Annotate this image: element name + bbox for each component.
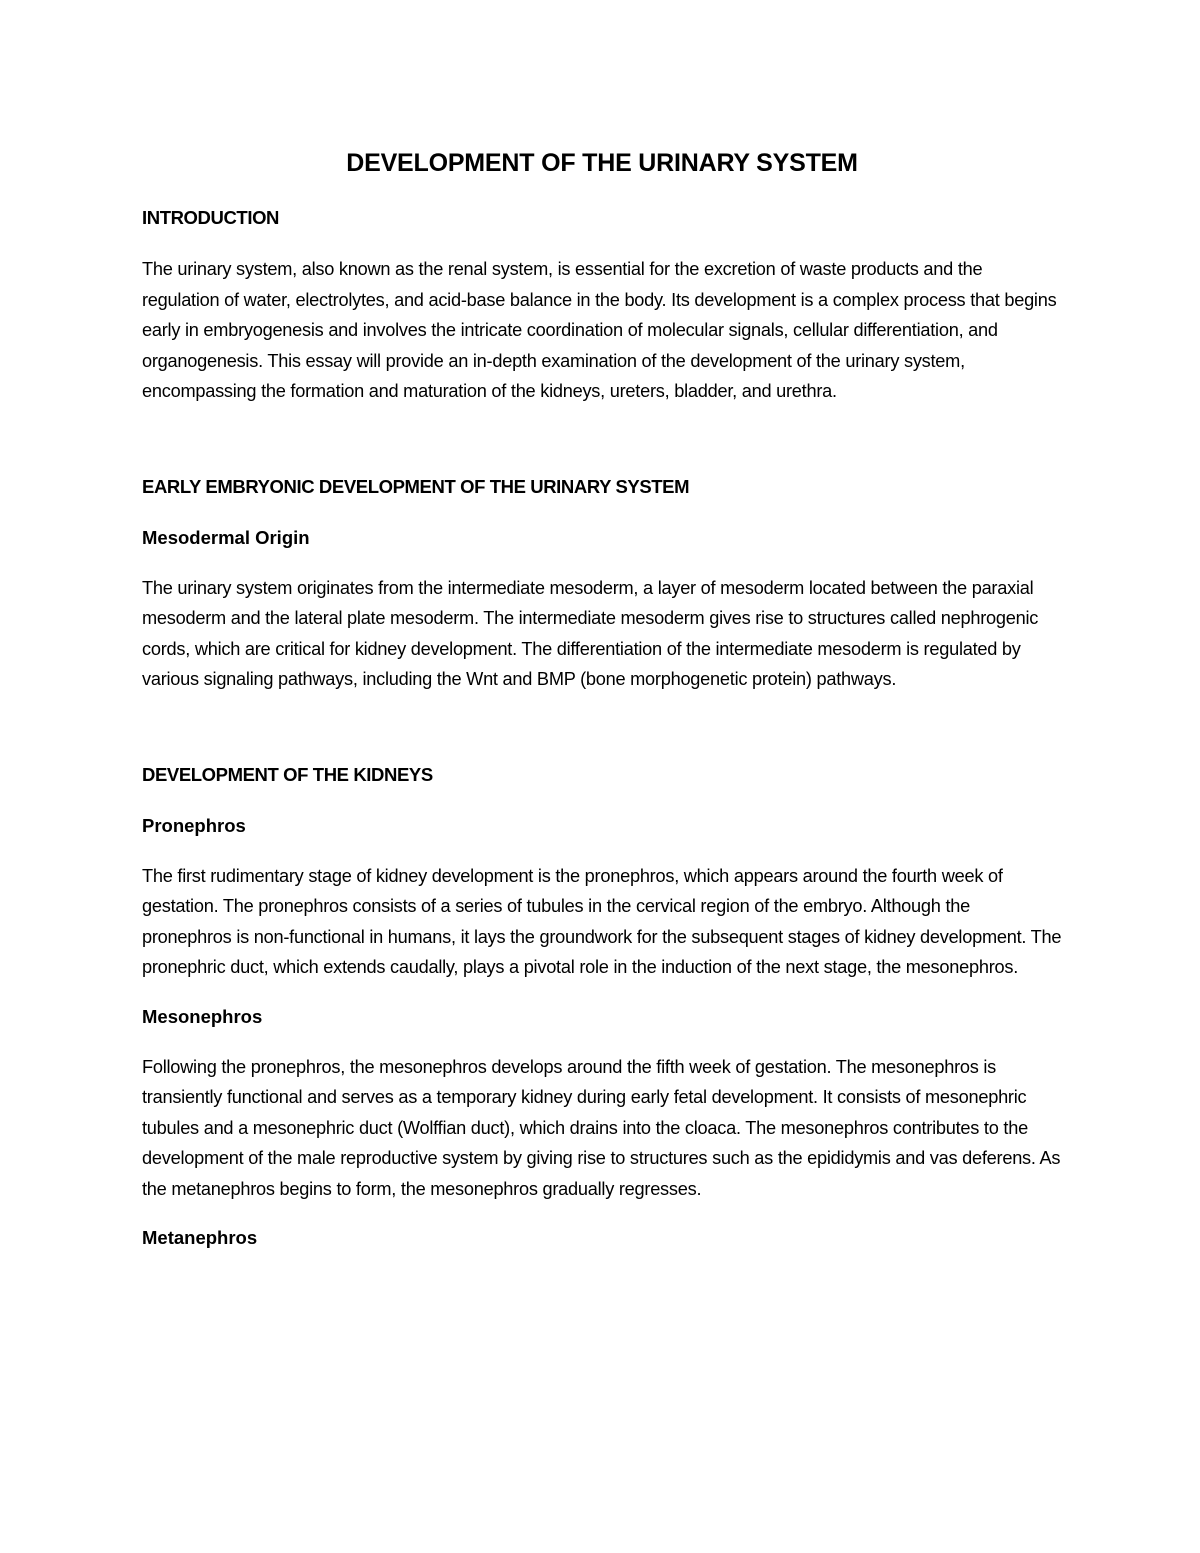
section-heading-early-development: EARLY EMBRYONIC DEVELOPMENT OF THE URINARY SYSTEM <box>142 475 690 497</box>
section-kidneys <box>142 760 1062 1254</box>
paragraph-mesodermal-origin: The urinary system originates from the intermediate mesoderm, a layer of mesoderm located between the paraxial mesoderm and the lateral plate mesoderm. The intermediate mesoderm gives rise to structures called nephrogenic cords, which are critical for kidney development. The differentiation of the intermediate mesoderm is regulated by various signaling pathways, including the Wnt and BMP (bone morphogenetic protein) pathways. <box>142 577 1039 689</box>
document-title: DEVELOPMENT OF THE URINARY SYSTEM <box>346 149 858 177</box>
subheading-metanephros: Metanephros <box>142 1227 258 1248</box>
paragraph-mesonephros: Following the pronephros, the mesonephros develops around the fifth week of gestation. The mesonephros is transiently functional and serves as a temporary kidney during early fetal development. It consists of mesonephric tubules and a mesonephric duct (Wolffian duct), which drains into the cloaca. The mesonephros contributes to the development of the male reproductive system by giving rise to structures such as the epididymis and vas deferens. As the metanephros begins to form, the mesonephros gradually regresses. <box>142 1056 1061 1199</box>
subheading-mesonephros: Mesonephros <box>142 1005 263 1027</box>
section-introduction <box>142 203 1062 407</box>
section-heading-kidneys: DEVELOPMENT OF THE KIDNEYS <box>142 763 433 785</box>
paragraph-pronephros: The first rudimentary stage of kidney development is the pronephros, which appears around the fourth week of gestation. The pronephros consists of a series of tubules in the cervical region of the embryo. Although the pronephros is non-functional in humans, it lays the groundwork for the subsequent stages of kidney development. The pronephric duct, which extends caudally, plays a pivotal role in the induction of the next stage, the mesonephros. <box>142 865 1062 977</box>
subheading-mesodermal-origin: Mesodermal Origin <box>142 526 310 548</box>
subheading-pronephros: Pronephros <box>142 814 246 836</box>
section-early-development <box>142 472 1062 695</box>
section-heading-introduction: INTRODUCTION <box>142 207 280 228</box>
paragraph-introduction: The urinary system, also known as the renal system, is essential for the excretion of waste products and the regulation of water, electrolytes, and acid-base balance in the body. Its development is a complex process that begins early in embryogenesis and involves the intricate coordination of molecular signals, cellular differentiation, and organogenesis. This essay will provide an in-depth examination of the development of the urinary system, encompassing the formation and maturation of the kidneys, ureters, bladder, and urethra. <box>142 259 1057 401</box>
document-body <box>142 140 1062 1253</box>
